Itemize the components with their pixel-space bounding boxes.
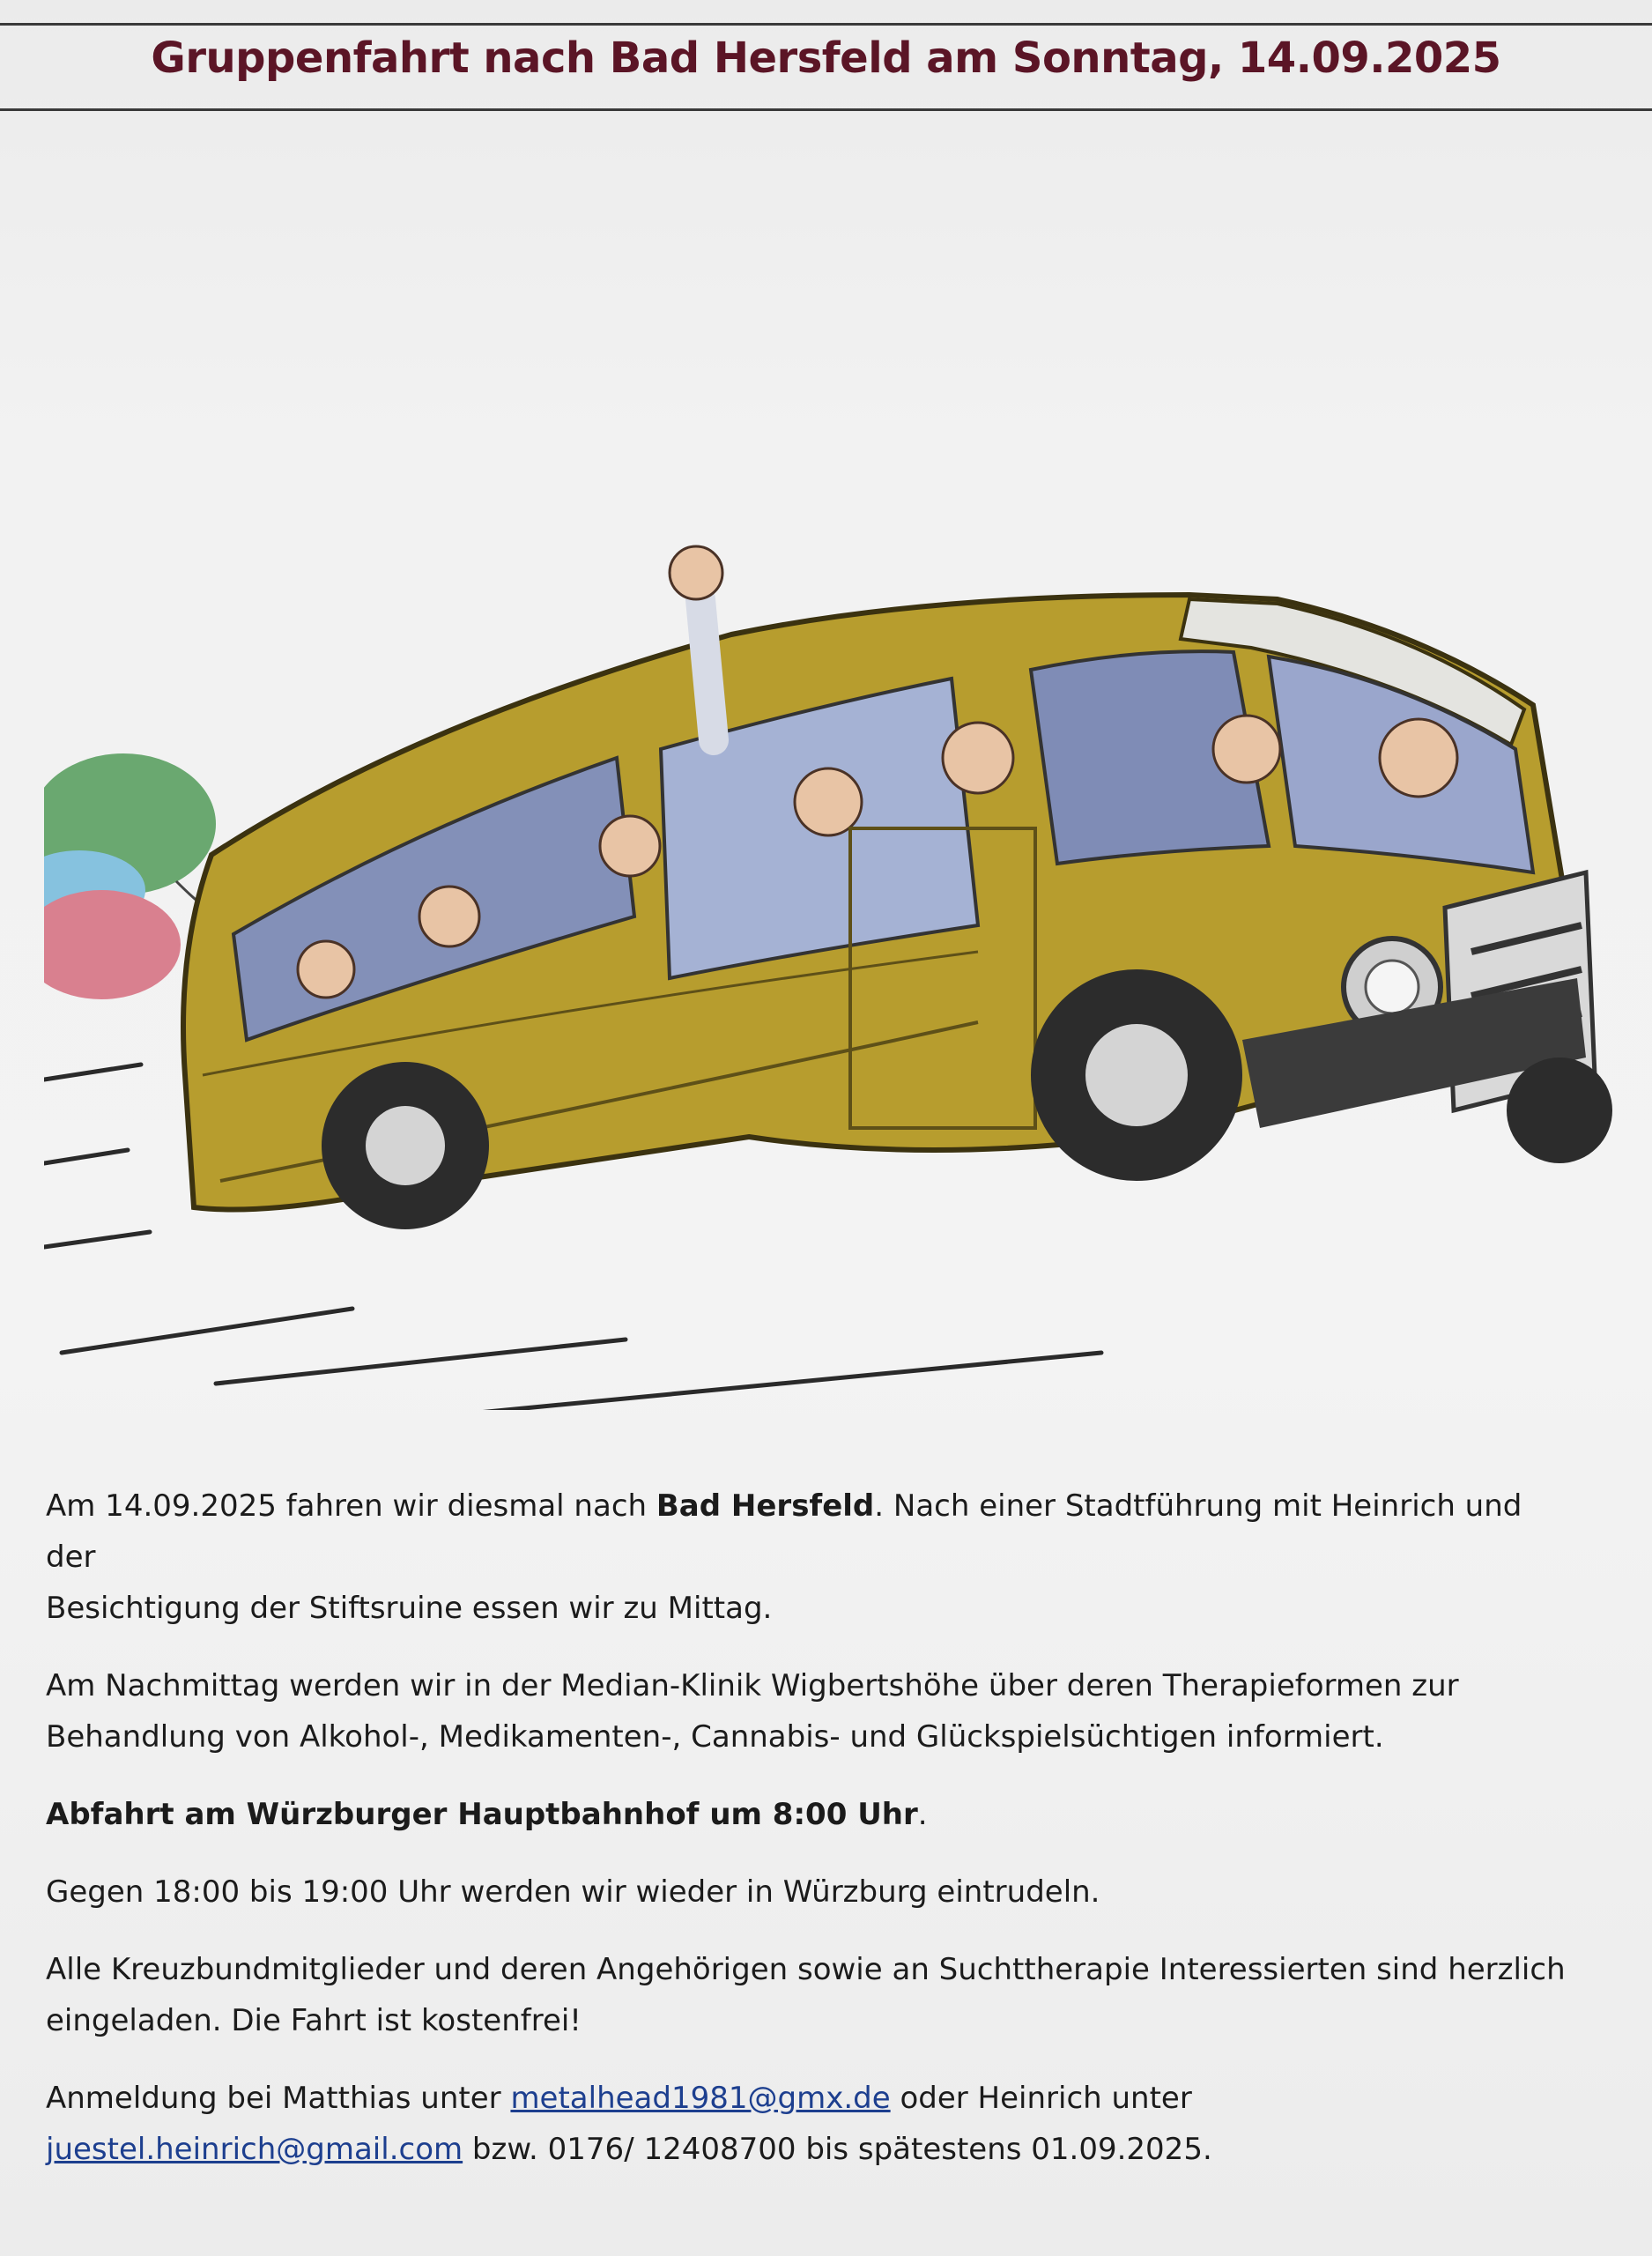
invitation-line2: eingeladen. Die Fahrt ist kostenfrei! bbox=[46, 2003, 582, 2038]
paragraph-return: Gegen 18:00 bis 19:00 Uhr werden wir wieder in Würzburg eintrudeln. bbox=[46, 1874, 1100, 1910]
invitation-text bbox=[46, 1480, 1579, 2201]
afternoon-line1: Am Nachmittag werden wir in der Median-Klinik Wigbertshöhe über deren Therapieformen zur bbox=[46, 1668, 1459, 1703]
paragraph-departure bbox=[46, 1789, 1579, 1840]
page-title: Gruppenfahrt nach Bad Hersfeld am Sonntag, 14.09.2025 bbox=[151, 33, 1501, 83]
destination-bold: Bad Hersfeld bbox=[656, 1488, 875, 1524]
departure-period: . bbox=[917, 1797, 928, 1832]
bus-illustration bbox=[44, 458, 1612, 1410]
paragraph-afternoon bbox=[46, 1660, 1579, 1762]
intro-text-start: Am 14.09.2025 fahren wir diesmal nach bbox=[46, 1488, 656, 1524]
afternoon-line2: Behandlung von Alkohol-, Medikamenten-, Cannabis- und Glückspielsüchtigen informiert. bbox=[46, 1719, 1384, 1755]
intro-text-line2: Besichtigung der Stiftsruine essen wir zu Mittag. bbox=[46, 1591, 773, 1626]
registration-text-start: Anmeldung bei Matthias unter bbox=[46, 2081, 511, 2116]
bus bbox=[183, 546, 1612, 1229]
departure-bold: Abfahrt am Würzburger Hauptbahnhof um 8:00 Uhr bbox=[46, 1797, 918, 1832]
email-link-matthias[interactable]: metalhead1981@gmx.de bbox=[510, 2081, 891, 2116]
invitation-line1: Alle Kreuzbundmitglieder und deren Angehörigen sowie an Suchttherapie Interessierten sind herzlich bbox=[46, 1952, 1566, 1987]
registration-text-middle: oder Heinrich unter bbox=[890, 2081, 1192, 2116]
email-link-heinrich[interactable]: juestel.heinrich@gmail.com bbox=[46, 2132, 463, 2167]
registration-text-end: bzw. 0176/ 12408700 bis spätestens 01.09.2025. bbox=[463, 2132, 1212, 2167]
paragraph-invitation bbox=[46, 1944, 1579, 2046]
paragraph-registration bbox=[46, 2073, 1579, 2175]
paragraph-intro bbox=[46, 1480, 1579, 1634]
intro-text-end: . Nach einer Stadtführung mit Heinrich und der bbox=[46, 1488, 1522, 1575]
